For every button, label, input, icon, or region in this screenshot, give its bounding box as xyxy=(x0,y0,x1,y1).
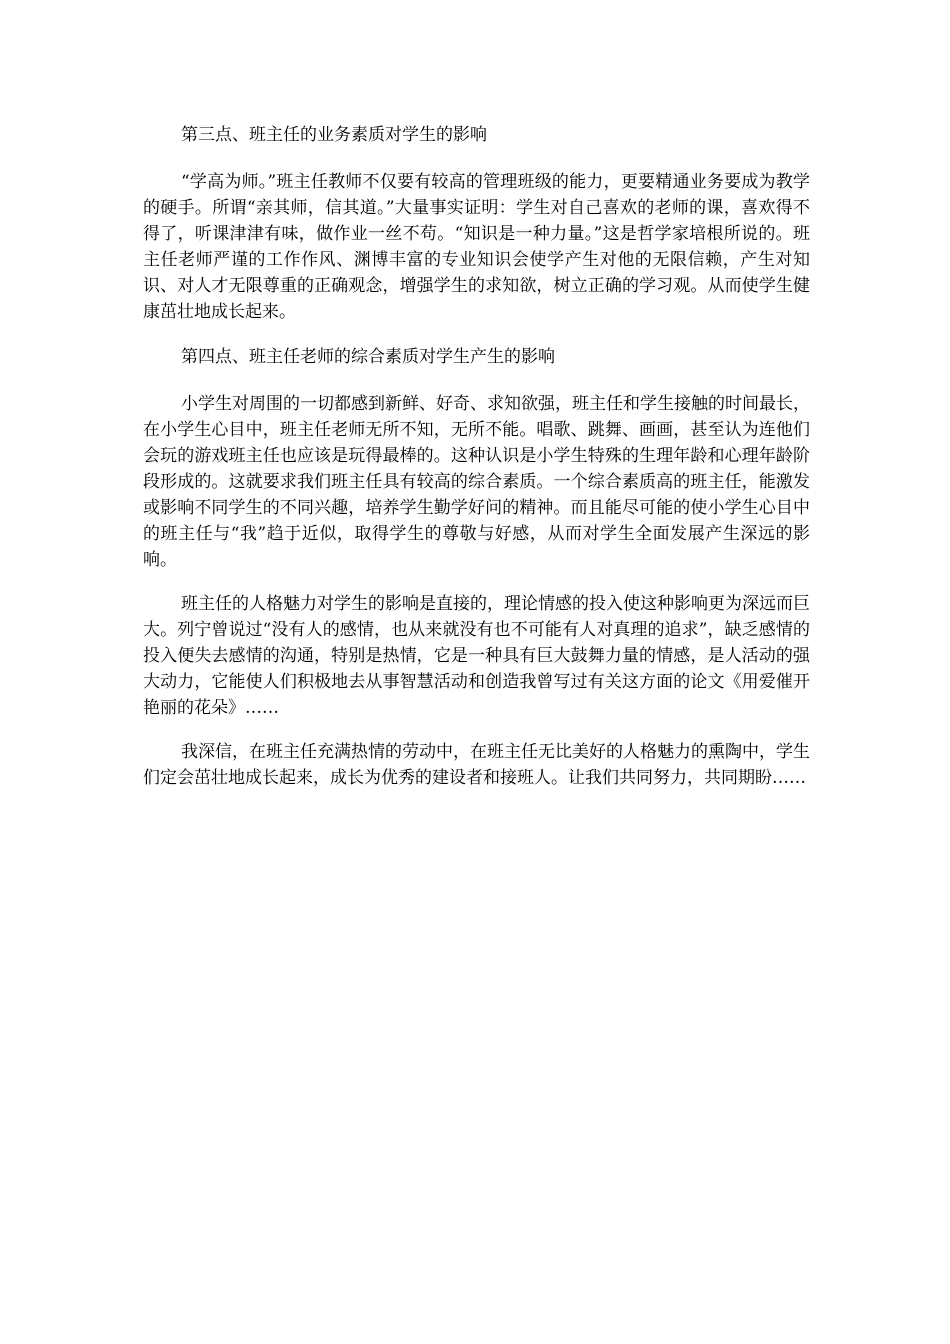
document-body xyxy=(143,121,810,791)
section-heading-3: 第三点、班主任的业务素质对学生的影响 xyxy=(181,125,487,145)
section-paragraph-3: “学高为师。”班主任教师不仅要有较高的管理班级的能力，更要精通业务要成为教学的硬手。所谓“亲其师，信其道。”大量事实证明：学生对自己喜欢的老师的课，喜欢得不得了，听课津津有味，做作业一丝不苟。“知识是一种力量。”这是哲学家培根所说的。班主任老师严谨的工作作风、渊博丰富的专业知识会使学产生对他的无限信赖，产生对知识、对人才无限尊重的正确观念，增强学生的求知欲，树立正确的学习观。从而使学生健康茁壮地成长起来。 xyxy=(143,172,810,322)
closing-paragraph-conclusion: 我深信，在班主任充满热情的劳动中，在班主任无比美好的人格魅力的熏陶中，学生们定会茁壮地成长起来，成长为优秀的建设者和接班人。让我们共同努力，共同期盼…… xyxy=(143,742,810,788)
section-paragraph-4: 小学生对周围的一切都感到新鲜、好奇、求知欲强，班主任和学生接触的时间最长，在小学生心目中，班主任老师无所不知，无所不能。唱歌、跳舞、画画，甚至认为连他们会玩的游戏班主任也应该是玩得最棒的。这种认识是小学生特殊的生理年龄和心理年龄阶段形成的。这就要求我们班主任具有较高的综合素质。一个综合素质高的班主任，能激发或影响不同学生的不同兴趣，培养学生勤学好问的精神。而且能尽可能的使小学生心目中的班主任与“我”趋于近似，取得学生的尊敬与好感，从而对学生全面发展产生深远的影响。 xyxy=(143,394,810,570)
section-heading-4: 第四点、班主任老师的综合素质对学生产生的影响 xyxy=(181,347,555,367)
closing-paragraph-charisma: 班主任的人格魅力对学生的影响是直接的，理论情感的投入使这种影响更为深远而巨大。列宁曾说过“没有人的感情，也从来就没有也不可能有人对真理的追求”，缺乏感情的投入便失去感情的沟通，特别是热情，它是一种具有巨大鼓舞力量的情感，是人活动的强大动力，它能使人们积极地去从事智慧活动和创造我曾写过有关这方面的论文《用爱催开艳丽的花朵》…… xyxy=(143,594,810,718)
